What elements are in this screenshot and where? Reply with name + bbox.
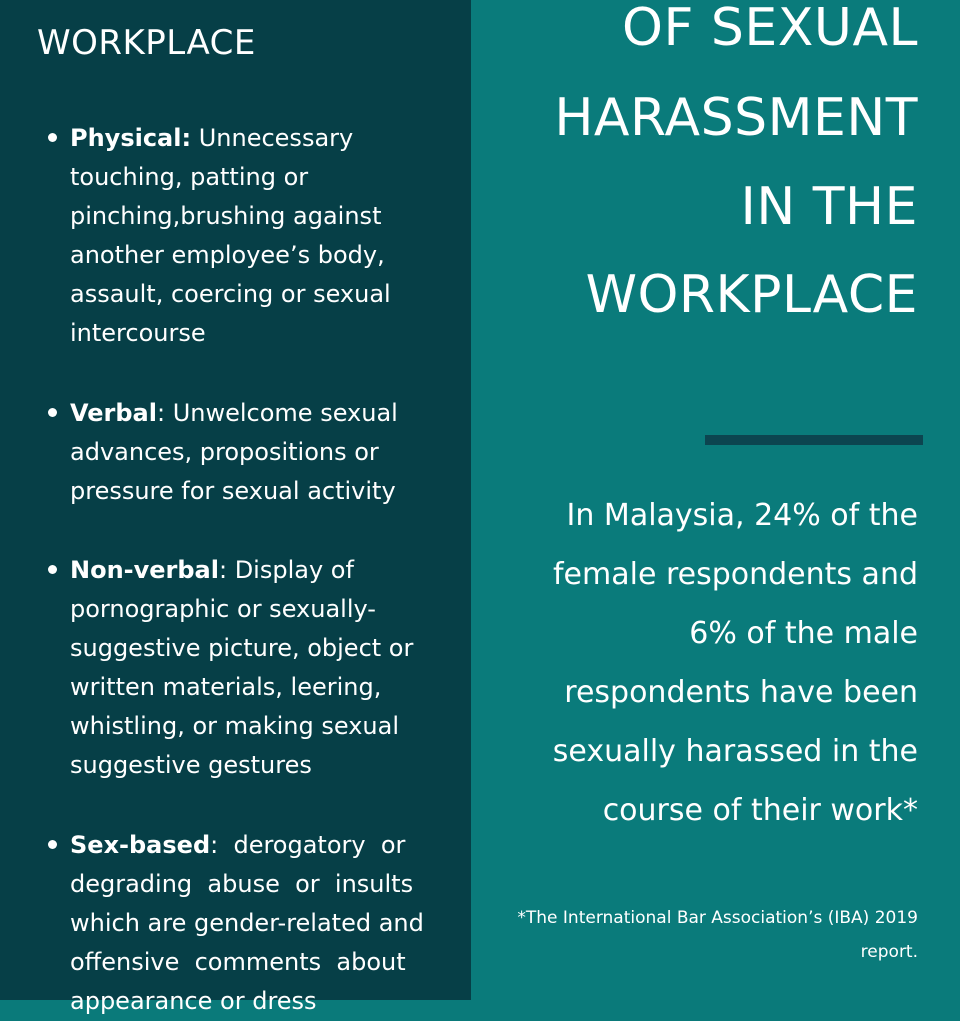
list-item-sex-based [70,826,446,1021]
list-item-non-verbal [70,551,446,785]
statistic-line: In Malaysia, 24% of the [566,498,918,533]
list-item-physical [70,119,446,353]
bullet-text: degrading abuse or insults [70,870,414,898]
bullet-text: pornographic or sexually- [70,595,376,623]
title-line: IN THE [740,177,918,237]
statistic-line: female respondents and [552,557,918,592]
bullet-text: written materials, leering, [70,673,382,701]
bullet-text: which are gender-related and [70,909,424,937]
list-item-verbal [70,394,446,511]
bullet-text: intercourse [70,319,206,347]
title-line: OF SEXUAL [622,0,918,58]
bullet-text: another employee’s body, [70,241,385,269]
bullet-term: Verbal [70,399,157,427]
statistic-line: 6% of the male [689,616,918,651]
bullet-icon [48,840,57,849]
bullet-icon [48,408,57,417]
bullet-text: : Display of [218,556,354,584]
bullet-text: Unnecessary [198,124,354,152]
statistic-line: sexually harassed in the [552,734,918,769]
bullet-text: : Unwelcome sexual [156,399,398,427]
footnote-line: *The International Bar Association’s (IBA) 2019 [517,908,918,928]
bullet-text: : derogatory or [210,831,406,859]
bullet-text: offensive comments about [70,948,406,976]
bullet-text: touching, patting or [70,163,309,191]
left-panel [0,0,471,1015]
bullet-text: appearance or dress [70,987,317,1015]
bullet-term: Physical: [70,124,192,152]
bullet-icon [48,133,57,142]
statistic-line: respondents have been [564,675,918,710]
section-heading: WORKPLACE [37,23,256,63]
bullet-text: pinching,brushing against [70,202,382,230]
bullet-text: suggestive picture, object or [70,634,414,662]
bullet-text: advances, propositions or [70,438,379,466]
title-line: HARASSMENT [554,88,918,148]
title-line: WORKPLACE [585,265,918,325]
bullet-text: pressure for sexual activity [70,477,396,505]
bullet-term: Sex-based [70,831,211,859]
bullet-icon [48,565,57,574]
divider-bar [705,435,923,445]
bullet-term: Non-verbal [70,556,219,584]
bullet-text: whistling, or making sexual [70,712,400,740]
bullet-text: assault, coercing or sexual [70,280,391,308]
statistic-line: course of their work* [602,793,918,828]
bullet-text: suggestive gestures [70,751,312,779]
footnote-line: report. [860,942,918,962]
